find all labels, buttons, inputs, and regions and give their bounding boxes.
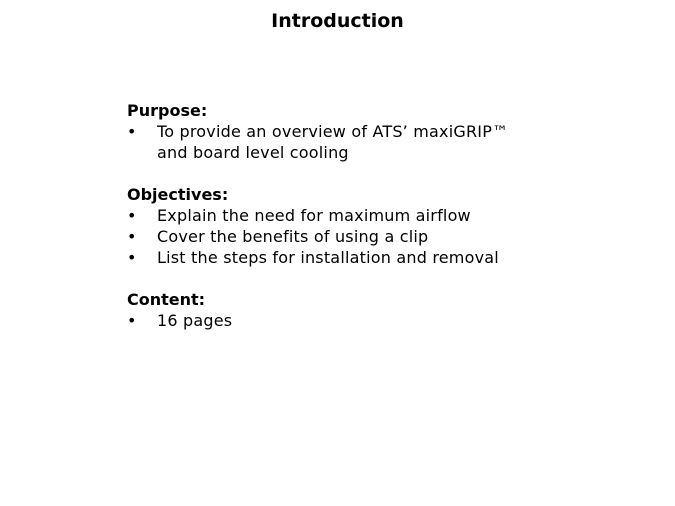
bullet-icon: •: [127, 248, 137, 267]
bullet-icon: •: [127, 227, 137, 246]
objective-item: [127, 226, 667, 247]
objective-item-text: List the steps for installation and removal: [157, 248, 499, 267]
content-section: [127, 289, 667, 331]
purpose-heading: Purpose:: [127, 101, 208, 120]
objective-item: [127, 205, 667, 226]
page-title: Introduction: [271, 10, 404, 32]
objective-item: [127, 247, 667, 268]
purpose-section: [127, 100, 667, 163]
bullet-icon: •: [127, 122, 137, 141]
objectives-heading: Objectives:: [127, 185, 229, 204]
purpose-item: [127, 121, 667, 163]
bullet-icon: •: [127, 206, 137, 225]
content-item: [127, 310, 667, 331]
purpose-item-line: and board level cooling: [157, 143, 349, 162]
bullet-icon: •: [127, 311, 137, 330]
objective-item-text: Explain the need for maximum airflow: [157, 206, 471, 225]
content-item-text: 16 pages: [157, 311, 233, 330]
purpose-item-line: To provide an overview of ATS’ maxiGRIP™: [157, 122, 509, 141]
slide-body: [127, 100, 667, 352]
objective-item-text: Cover the benefits of using a clip: [157, 227, 429, 246]
objectives-section: [127, 184, 667, 268]
content-heading: Content:: [127, 290, 206, 309]
